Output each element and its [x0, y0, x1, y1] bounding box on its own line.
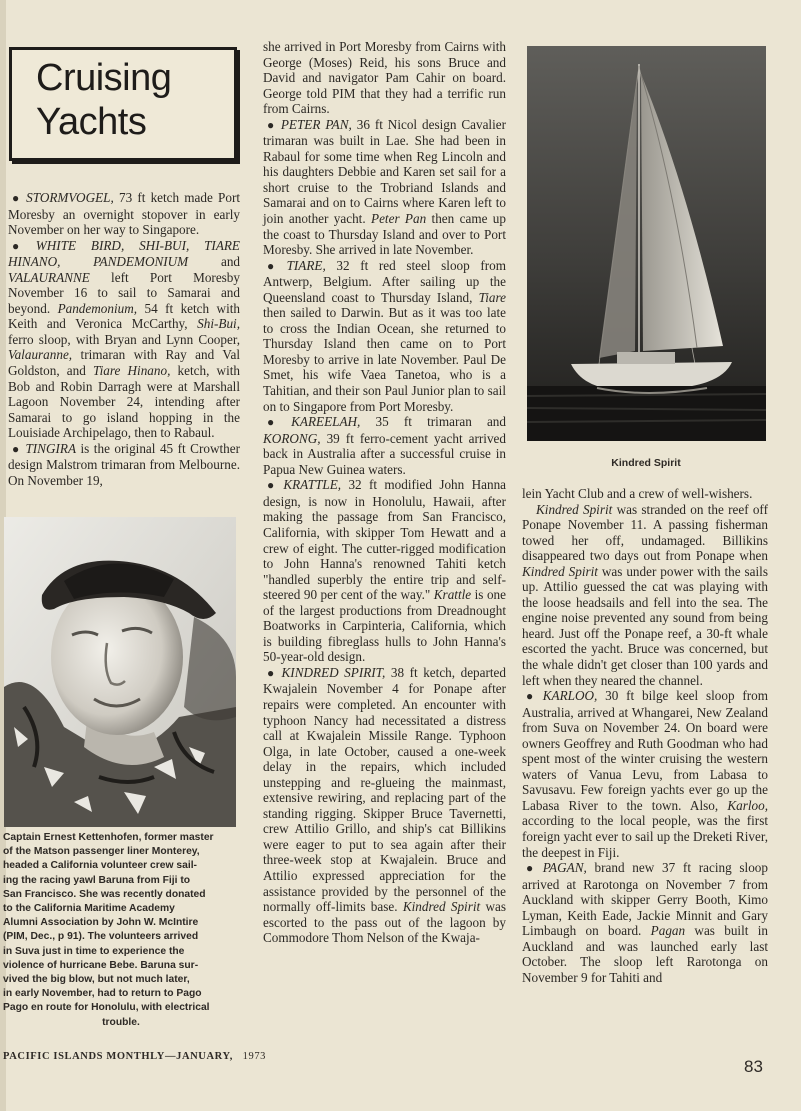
item-kindred-2 [522, 502, 768, 689]
item-karloo: ● KARLOO, 30 ft bilge keel sloop from Australia, arrived at Whangarei, New Zealand from Suva on November 24. On board were owners Geoffrey and Ruth Goodman who had spent most of the winter cruising the western waters of Vanua Levu, from Labasa to Savusavu. Few foreign yachts ever go up the Labasa River to the town. Also, Karloo, according to the local people, was the first foreign yacht ever to sail up the Dreketi River, the deepest in Fiji. [522, 688, 768, 860]
yacht-name: Pandemonium, [57, 300, 138, 316]
item-text: was under power with the sails up. Attilio guessed the cat was playing with the loose headsails and fell into the sea. The engine noise prevented any sound from being heard. Just off the Ponape reef, a 30-ft whale escorted the yacht. Bruce was concerned, but the whale didn't get closer than 100 yards and left when they neared the channel. [522, 563, 768, 688]
caption-line: headed a California volunteer crew sail- [3, 860, 197, 872]
caption-line: ing the racing yawl Baruna from Fiji to [3, 874, 191, 886]
caption-line: Pago en route for Honolulu, with electrical [3, 1002, 210, 1014]
yacht-photo-caption: Kindred Spirit [611, 457, 681, 469]
item-text: ferro sloop, with Bryan and Lynn Cooper, [8, 331, 240, 347]
yacht-name: Peter Pan [371, 211, 427, 227]
item-text: 36 ft Nicol design Cavalier trimaran was built in Lae. She had been in Rabaul for some time when Reg Lincoln and his daughters Debbie and Karen set sail for a short cruise to the Trobriand Islands and Samarai and on to Cairns where Karen left to join another yacht. [263, 116, 506, 227]
item-text: is one of the largest productions from Dreadnought Boatworks in Carpinteria, California, which is building fibreglass hulls to John Hanna's 50-year-old design. [263, 587, 506, 665]
caption-line: San Francisco. She was recently donated [3, 888, 206, 900]
yacht-name: PAGAN, [542, 860, 587, 876]
item-fleet: ● WHITE BIRD, SHI-BUI, TIARE HINANO, PANDEMONIUM and VALAURANNE left Port Moresby November 16 to sail to Samarai and beyond. Pandemonium, 54 ft ketch with Keith and Veronica McCarthy, Shi-Bui, ferro sloop, with Bryan and Lynn Cooper, Valauranne, trimaran with Ray and Val Goldston, and Tiare Hinano, ketch, with Bob and Robin Darragh were at Marshall Lagoon November 24, intending after Samarai to go island hopping in the Louisiade Archipelago, then to Rabaul. [8, 237, 241, 441]
yacht-name: Valauranne, [8, 347, 73, 363]
yacht-name: KORONG, [263, 430, 321, 446]
item-tingira: ● TINGIRA is the original 45 ft Crowther design Malstrom trimaran from Melbourne. On November 19, [8, 440, 240, 488]
yacht-name: Kindred Spirit [522, 563, 598, 579]
title-line-2: Yachts [36, 101, 147, 143]
yacht-name: KRATTLE, [283, 477, 342, 493]
item-text: trimaran with Ray and Val Goldston, and [8, 347, 240, 379]
yacht-name: Kindred Spirit [402, 899, 481, 915]
item-text: then came up the coast to Thursday Island and over to Port Moresby. She arrived in late November. [263, 211, 506, 258]
page-number: 83 [744, 1057, 763, 1076]
yacht-name: VALAURANNE [8, 269, 90, 285]
item-text: left Port Moresby November 16 to sail to Samarai and beyond. [8, 269, 240, 316]
caption-line: in early November, had to return to Pago [3, 988, 202, 1000]
item-text: 73 ft ketch made Port Moresby an overnight stopover in early November on her way to Singapore. [8, 190, 241, 238]
item-text: was stranded on the reef off Ponape November 11. A passing fisherman towed her off, undamaged. Billikins disappeared two days out from Ponape when [522, 501, 768, 564]
yacht-name: Tiare [478, 289, 506, 305]
caption-line: of the Matson passenger liner Monterey, [3, 846, 200, 858]
item-stormvogel: ● STORMVOGEL, 73 ft ketch made Port Moresby an overnight stopover in early November on her way to Singapore. [8, 190, 241, 238]
column-1 [8, 190, 240, 488]
yacht-names: WHITE BIRD, SHI-BUI, TIARE HINANO, PANDEMONIUM [8, 237, 240, 270]
page-footer [3, 1051, 266, 1062]
captain-photo-image [4, 517, 236, 827]
item-text: 54 ft ketch with Keith and Veronica McCarthy, [8, 300, 241, 332]
item-tiare: ● TIARE, 32 ft red steel sloop from Antwerp, Belgium. After sailing up the Queensland coast to Thursday Island, Tiare then sailed to Darwin. But as it was too late to cross the Indian Ocean, she returned to Thursday Island then came on to Port Moresby to arrive in late November. Paul De Smet, his wife Vaea Tanetoa, who is a Tahitian, and their son Paul Junior plan to sail on to Singapore from Port Moresby. [263, 257, 506, 414]
yacht-name: TINGIRA [25, 440, 77, 456]
item-text: was escorted to the pass out of the lagoon by Commodore Thom Nelson of the Kwaja- [263, 899, 506, 946]
item-krattle: ● KRATTLE, 32 ft modified John Hanna design, is now in Honolulu, Hawaii, after making the passage from San Francisco, California, with skipper Tom Hewatt and a crew of eight. The cutter-rigged modification to John Hanna's renowned Tahiti ketch "handled superbly the entire trip and self-steered 90 per cent of the way." Krattle is one of the largest productions from Dreadnought Boatworks in Carpinteria, California, which is building fibreglass hulls to John Hanna's 50-year-old design. [263, 477, 507, 665]
item-text: according to the local people, was the first foreign yacht ever to sail up the Dreketi River, the deepest in Fiji. [522, 813, 768, 860]
item-kindred-spirit: ● KINDRED SPIRIT, 38 ft ketch, departed Kwajalein November 4 for Ponape after repairs were completed. An encounter with typhoon Nancy had necessitated a distress call at Kwajalein Missile Range. Typhoon Olga, in late October, caused a one-week delay in the repairs, which included unstepping and re-glueing the mainmast, extensive rewiring, and replacing part of the standing rigging. Skipper Bruce Tavernetti, crew Attilio Grillo, and ship's cat Billikins were eager to put to sea again after their three-week stop at Kwajalein. Bruce and Attilio expressed appreciation for the assistance provided by the personnel of the normally off-limits base. Kindred Spirit was escorted to the pass out of the lagoon by Commodore Thom Nelson of the Kwaja- [263, 664, 506, 946]
item-text: ketch, with Bob and Robin Darragh were at Marshall Lagoon November 24, intending after Samarai to go island hopping in the Louisiade Archipelago, then to Rabaul. [8, 363, 240, 441]
captain-photo-caption [3, 831, 239, 1030]
yacht-name: Krattle [433, 587, 472, 603]
yacht-name: Kindred Spirit [536, 501, 613, 517]
yacht-name: PETER PAN, [280, 116, 352, 132]
yacht-name: KINDRED SPIRIT, [281, 664, 386, 680]
item-kindred-cont: lein Yacht Club and a crew of well-wishers. [522, 486, 753, 501]
item-pagan: ● PAGAN, brand new 37 ft racing sloop arrived at Rarotonga on November 7 from Auckland with skipper Gerry Booth, Kimo Lyman, Keith Eade, Jackie Minnit and Gary Limbaugh on board. Pagan was built in Auckland and was launched early last October. The sloop left Rarotonga on November 9 for Tahiti and [522, 860, 769, 985]
magazine-name: PACIFIC ISLANDS MONTHLY—JANUARY, [3, 1051, 233, 1062]
footer-year: 1973 [242, 1051, 267, 1062]
caption-line: Captain Ernest Kettenhofen, former master [3, 832, 214, 843]
item-text: then sailed to Darwin. But as it was too late to cross the Indian Ocean, she returned to Thursday Island then came on to Port Moresby to arrive in late November. Paul De Smet, his wife Vaea Tanetoa, who is a Tahitian, and their son Paul Junior plan to sail on to Singapore from Port Moresby. [263, 305, 506, 414]
yacht-name: KARLOO, [542, 688, 598, 704]
item-kareelah: ● KAREELAH, 35 ft trimaran and KORONG, 39 ft ferro-cement yacht arrived back in Australia after a successful cruise in Papua New Guinea waters. [263, 414, 506, 477]
yacht-name: Karloo, [727, 797, 768, 813]
title-box [9, 47, 237, 161]
item-peter-pan: ● PETER PAN, 36 ft Nicol design Cavalier trimaran was built in Lae. She had been in Rabaul for some time when Reg Lincoln and his daughters Debbie and Karen set sail for a short cruise to the Trobriand Islands and Samarai and on to Cairns where Karen left to join another yacht. Peter Pan then came up the coast to Thursday Island and over to Port Moresby. She arrived in late November. [263, 116, 506, 258]
item-text: 32 ft red steel sloop from Antwerp, Belgium. After sailing up the Queensland coast to Thursday Island, [263, 257, 506, 305]
item-text: brand new 37 ft racing sloop arrived at Rarotonga on November 7 from Auckland with skipper Gerry Booth, Kimo Lyman, Keith Eade, Jackie Minnit and Gary Limbaugh on board. [522, 860, 768, 939]
caption-line: to the California Maritime Academy [3, 903, 175, 915]
title-line-1: Cruising [36, 57, 172, 99]
yacht-photo-image [527, 46, 766, 441]
column-3 [522, 486, 768, 986]
item-text: 32 ft modified John Hanna design, is now in Honolulu, Hawaii, after making the passage from San Francisco, California, with skipper Tom Hewatt and a crew of eight. The cutter-rigged modification to John Hanna's renowned Tahiti ketch "handled superbly the entire trip and self-steered 90 per cent of the way." [263, 477, 507, 603]
caption-line: Alumni Association by John W. McIntire [3, 917, 199, 929]
yacht-name: Tiare Hinano, [93, 363, 171, 379]
yacht-name: TIARE, [286, 257, 326, 273]
item-text: 38 ft ketch, departed Kwajalein November 4 for Ponape after repairs were completed. An encounter with typhoon Nancy had necessitated a distress call at Kwajalein Missile Range. Typhoon Olga, in late October, caused a one-week delay in the repairs, which included unstepping and re-glueing the mainmast, extensive rewiring, and replacing part of the standing rigging. Skipper Bruce Tavernetti, crew Attilio Grillo, and ship's cat Billikins were eager to put to sea again after their three-week stop at Kwajalein. Bruce and Attilio expressed appreciation for the assistance provided by the personnel of the normally off-limits base. [263, 664, 506, 915]
item-text: 30 ft bilge keel sloop from Australia, arrived at Whangarei, New Zealand from Suva on November 24. On board were owners Geoffrey and Ruth Goodman who had spent most of the winter cruising the western waters of Vanua Levu, from Labasa to Savusavu. Few foreign yachts ever go up the Labasa River to the town. Also, [522, 688, 768, 813]
yacht-photo [527, 46, 766, 441]
yacht-name: Pagan [650, 923, 686, 939]
item-text: is the original 45 ft Crowther design Malstrom trimaran from Melbourne. On November 19, [8, 440, 240, 488]
caption-line: trouble. [102, 1016, 140, 1028]
item-tingira-cont: she arrived in Port Moresby from Cairns with George (Moses) Reid, his sons Bruce and David and navigator Pam Cahir on board. George told PIM that they had a terrific run from Cairns. [263, 39, 506, 117]
caption-line: violence of hurricane Bebe. Baruna sur- [3, 959, 199, 971]
item-text: 39 ft ferro-cement yacht arrived back in Australia after a successful cruise in Papua New Guinea waters. [263, 430, 506, 477]
yacht-name: STORMVOGEL, [26, 190, 114, 205]
caption-line: vived the big blow, but not much later, [3, 974, 190, 986]
item-text: was built in Auckland and was launched early last October. The sloop left Rarotonga on November 9 for Tahiti and [522, 923, 769, 985]
caption-line: (PIM, Dec., p 91). The volunteers arrived [3, 931, 199, 943]
captain-photo [4, 517, 236, 827]
column-2 [263, 39, 506, 946]
caption-line: in Suva just in time to experience the [3, 945, 185, 957]
yacht-name: KAREELAH, [291, 414, 361, 430]
yacht-name: Shi-Bui, [197, 316, 240, 332]
item-text: 35 ft trimaran and [360, 414, 506, 430]
item-text: and [188, 254, 241, 270]
